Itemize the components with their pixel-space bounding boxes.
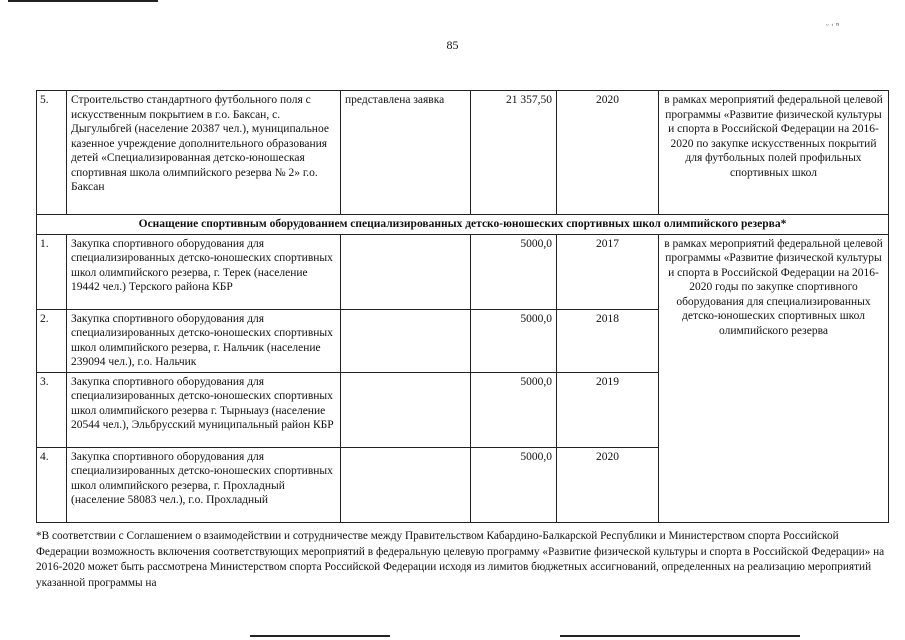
section-row [37, 215, 889, 235]
table-row [37, 91, 889, 215]
measure-name: Закупка спортивного оборудования для специализированных детско-юношеских спортивных школ олимпийского резерва г. Тырныауз (население 20544 чел.), Эльбрусский муниципальный район КБР [67, 372, 341, 447]
measure-name: Строительство стандартного футбольного поля с искусственным покрытием в г.о. Баксан, с. Дыгулыбгей (население 20387 чел.), муниципальное казенное учреждение дополнительного образования детей «Специализированная детско-юношеская спортивная школа олимпийского резерва № 2» г.о. Баксан [67, 91, 341, 215]
year: 2020 [557, 447, 659, 522]
amount: 21 357,50 [471, 91, 557, 215]
footnote: *В соответствии с Соглашением о взаимодействии и сотрудничестве между Правительством Кабардино-Балкарской Республики и Министерством спорта Российской Федерации возможность включения соответствующих мероприятий в федеральную целевую программу «Развитие физической культуры и спорта в Российской Федерации» на 2016-2020 может быть рассмотрена Министерством спорта Российской Федерации исходя из лимитов бюджетных ассигнований, определенных на реализацию мероприятий указанной программы на [36, 530, 885, 589]
year: 2020 [557, 91, 659, 215]
measure-name: Закупка спортивного оборудования для специализированных детско-юношеских спортивных школ олимпийского резерва, г. Нальчик (население 239094 чел.), г.о. Нальчик [67, 309, 341, 372]
year: 2019 [557, 372, 659, 447]
corner-marks: ᵕ · ⁿ [826, 20, 839, 30]
year: 2017 [557, 234, 659, 309]
section-title: Оснащение спортивным оборудованием специализированных детско-юношеских спортивных школ олимпийского резерва* [37, 215, 889, 235]
request-status [341, 309, 471, 372]
row-number: 3. [37, 372, 67, 447]
amount: 5000,0 [471, 234, 557, 309]
program-note: в рамках мероприятий федеральной целевой программы «Развитие физической культуры и спорта в Российской Федерации на 2016-2020 по закупке искусственных покрытий для футбольных полей профильных спортивных школ [659, 91, 889, 215]
request-status [341, 372, 471, 447]
table-row [37, 234, 889, 309]
year: 2018 [557, 309, 659, 372]
top-left-rule [8, 0, 158, 2]
measure-name: Закупка спортивного оборудования для специализированных детско-юношеских спортивных школ олимпийского резерва, г. Терек (население 19442 чел.) Терского района КБР [67, 234, 341, 309]
amount: 5000,0 [471, 309, 557, 372]
row-number: 1. [37, 234, 67, 309]
amount: 5000,0 [471, 447, 557, 522]
bottom-rule-right [560, 635, 800, 637]
bottom-rule-left [250, 635, 390, 637]
request-status [341, 234, 471, 309]
request-status [341, 447, 471, 522]
program-note: в рамках мероприятий федеральной целевой программы «Развитие физической культуры и спорта в Российской Федерации на 2016-2020 годы по закупке спортивного оборудования для специализированных детско-юношеских спортивных школ олимпийского резерва [659, 234, 889, 522]
amount: 5000,0 [471, 372, 557, 447]
page-number: 85 [446, 38, 459, 52]
row-number: 2. [37, 309, 67, 372]
program-table [36, 90, 889, 523]
row-number: 5. [37, 91, 67, 215]
request-status: представлена заявка [341, 91, 471, 215]
row-number: 4. [37, 447, 67, 522]
measure-name: Закупка спортивного оборудования для специализированных детско-юношеских спортивных школ олимпийского резерва, г. Прохладный (население 58083 чел.), г.о. Прохладный [67, 447, 341, 522]
